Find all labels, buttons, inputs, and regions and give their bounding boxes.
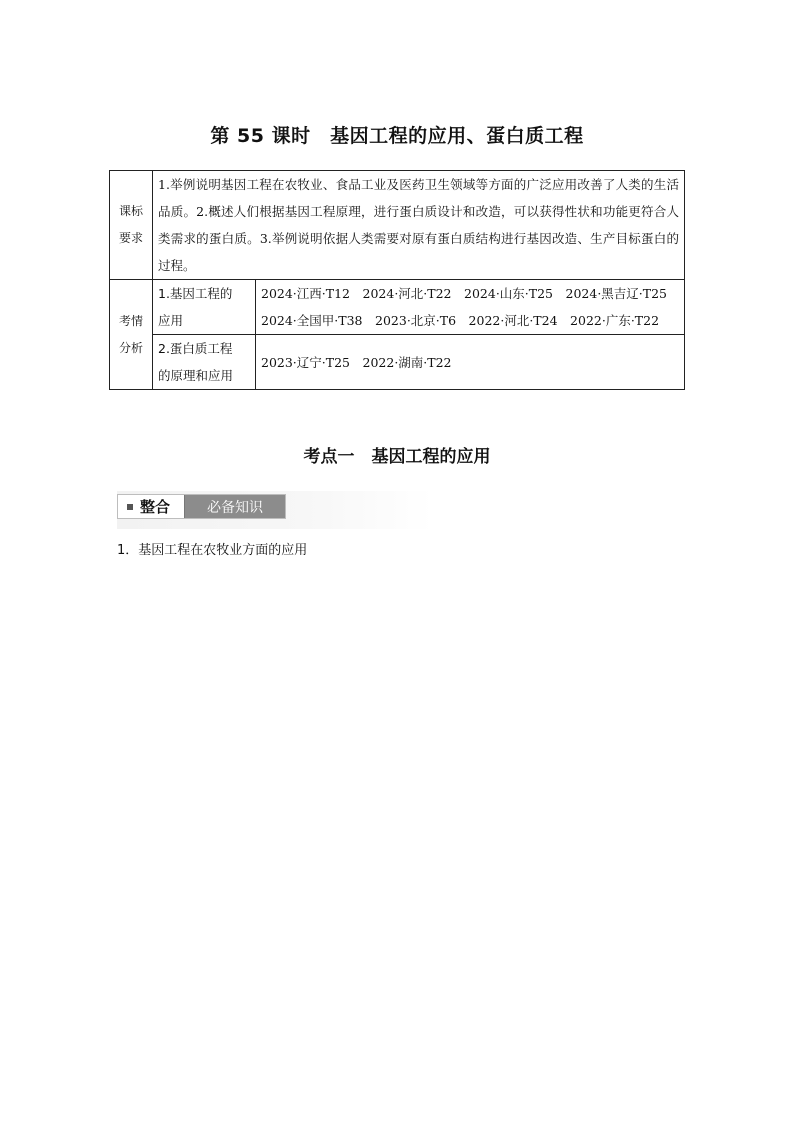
analysis-exams-1 <box>256 280 685 335</box>
analysis-exams-2 <box>256 335 685 390</box>
section-banner <box>117 491 433 529</box>
analysis-exams-2-line1: 2023·辽宁·T25 2022·湖南·T22 <box>261 354 452 370</box>
banner-main-label: 整合 <box>140 498 171 516</box>
requirements-text: 1.举例说明基因工程在农牧业、食品工业及医药卫生领域等方面的广泛应用改善了人类的生活品质。2.概述人们根据基因工程原理，进行蛋白质设计和改造，可以获得性状和功能更符合人类需求的蛋白质。3.举例说明依据人类需要对原有蛋白质结构进行基因改造、生产目标蛋白的过程。 <box>153 171 685 280</box>
analysis-label-line2: 分析 <box>118 340 143 355</box>
analysis-exams-1-line2: 2024·全国甲·T38 2023·北京·T6 2022·河北·T24 2022·广东·T22 <box>261 313 660 328</box>
analysis-row-2 <box>110 335 685 390</box>
analysis-topic-2 <box>153 335 256 390</box>
square-bullet-icon <box>127 504 133 510</box>
requirements-label-line1: 课标 <box>118 204 143 218</box>
analysis-topic-2-line1: 2.蛋白质工程 <box>158 341 233 356</box>
requirements-row <box>110 171 685 280</box>
list-item: 1．基因工程在农牧业方面的应用 <box>117 543 308 558</box>
analysis-topic-1-line2: 应用 <box>158 313 184 328</box>
analysis-topic-1 <box>153 280 256 335</box>
analysis-label-line1: 考情 <box>118 313 143 328</box>
requirements-label-line2: 要求 <box>118 231 143 245</box>
analysis-topic-2-line2: 的原理和应用 <box>158 368 234 383</box>
analysis-label <box>110 280 153 390</box>
section-title: 考点一 基因工程的应用 <box>303 447 491 467</box>
page-title: 第 55 课时 基因工程的应用、蛋白质工程 <box>210 125 584 147</box>
curriculum-table <box>109 170 685 390</box>
banner-label-group <box>117 494 286 519</box>
analysis-topic-1-line1: 1.基因工程的 <box>158 286 233 301</box>
requirements-label <box>110 171 153 280</box>
analysis-exams-1-line1: 2024·江西·T12 2024·河北·T22 2024·山东·T25 2024·黑吉辽·T25 <box>261 286 668 301</box>
analysis-row-1 <box>110 280 685 335</box>
banner-sub-label: 必备知识 <box>184 495 285 518</box>
